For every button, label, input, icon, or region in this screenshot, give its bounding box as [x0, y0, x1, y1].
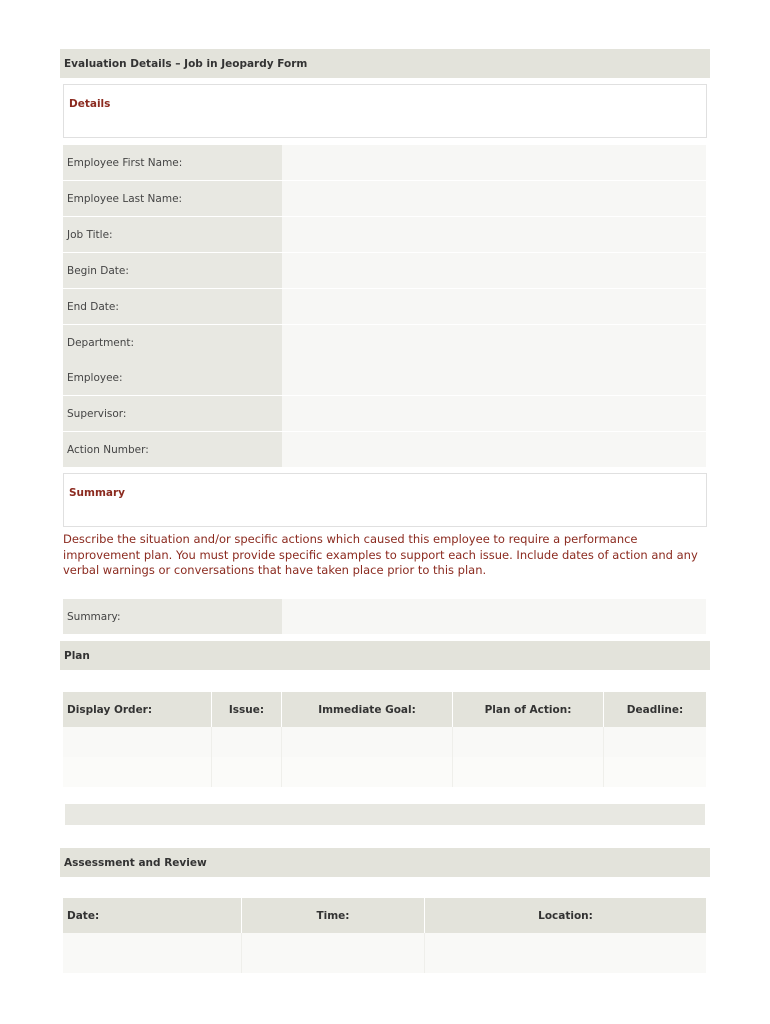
field-label: Employee Last Name: [63, 181, 282, 216]
plan-table-footer [65, 804, 705, 825]
field-label: Employee First Name: [63, 145, 282, 180]
summary-description: Describe the situation and/or specific actions which caused this employee to require a performance improvement plan. You must provide specific examples to support each issue. Include dates of action and any verbal warnings or conversations that have taken place prior to this plan. [63, 532, 698, 577]
assessment-heading: Assessment and Review [64, 856, 207, 869]
field-row-end-date [63, 289, 706, 324]
assessment-table-header [63, 898, 706, 933]
assessment-section-bar [60, 848, 710, 877]
action-number-field[interactable] [282, 432, 706, 467]
employee-first-name-field[interactable] [282, 145, 706, 180]
field-label: Action Number: [63, 432, 282, 467]
field-row-job-title [63, 217, 706, 252]
field-label: End Date: [63, 289, 282, 324]
field-row-begin-date [63, 253, 706, 288]
plan-cell[interactable] [282, 727, 453, 757]
assessment-cell[interactable] [63, 933, 242, 973]
summary-field[interactable] [282, 599, 706, 634]
supervisor-field[interactable] [282, 396, 706, 431]
begin-date-field[interactable] [282, 253, 706, 288]
field-row-summary [63, 599, 706, 634]
field-label: Job Title: [63, 217, 282, 252]
plan-col-deadline: Deadline: [626, 703, 684, 716]
end-date-field[interactable] [282, 289, 706, 324]
plan-cell[interactable] [453, 757, 604, 787]
assessment-col-location: Location: [538, 909, 593, 922]
form-title-bar [60, 49, 710, 78]
assessment-cell[interactable] [425, 933, 706, 973]
details-heading: Details [69, 98, 111, 110]
plan-col-immediate-goal: Immediate Goal: [282, 692, 453, 727]
plan-section-bar [60, 641, 710, 670]
plan-heading: Plan [64, 649, 90, 662]
field-row-department [63, 325, 706, 360]
employee-field[interactable] [282, 360, 706, 395]
department-field[interactable] [282, 325, 706, 360]
plan-cell[interactable] [63, 727, 212, 757]
summary-heading: Summary [69, 487, 126, 499]
form-title: Evaluation Details – Job in Jeopardy Form [64, 57, 308, 70]
plan-col-plan-of-action: Plan of Action: [453, 692, 604, 727]
summary-section [63, 473, 707, 527]
plan-table-row[interactable] [63, 757, 706, 787]
field-row-employee [63, 360, 706, 395]
field-label: Begin Date: [63, 253, 282, 288]
plan-cell[interactable] [604, 757, 706, 787]
plan-cell[interactable] [282, 757, 453, 787]
employee-last-name-field[interactable] [282, 181, 706, 216]
plan-col-display-order: Display Order: [63, 692, 212, 727]
plan-table-row[interactable] [63, 727, 706, 757]
field-row-first-name [63, 145, 706, 180]
assessment-table-row[interactable] [63, 933, 706, 973]
plan-cell[interactable] [604, 727, 706, 757]
assessment-col-time: Time: [242, 898, 425, 933]
plan-cell[interactable] [212, 757, 282, 787]
field-row-supervisor [63, 396, 706, 431]
plan-cell[interactable] [63, 757, 212, 787]
assessment-col-date: Date: [63, 898, 242, 933]
assessment-cell[interactable] [242, 933, 425, 973]
field-row-last-name [63, 181, 706, 216]
field-label: Supervisor: [63, 396, 282, 431]
plan-cell[interactable] [453, 727, 604, 757]
field-label: Department: [63, 325, 282, 360]
field-label: Employee: [63, 360, 282, 395]
field-label: Summary: [63, 599, 282, 634]
plan-table-header [63, 692, 706, 727]
job-title-field[interactable] [282, 217, 706, 252]
plan-col-issue: Issue: [212, 692, 282, 727]
field-row-action-number [63, 432, 706, 467]
plan-cell[interactable] [212, 727, 282, 757]
details-section [63, 84, 707, 138]
